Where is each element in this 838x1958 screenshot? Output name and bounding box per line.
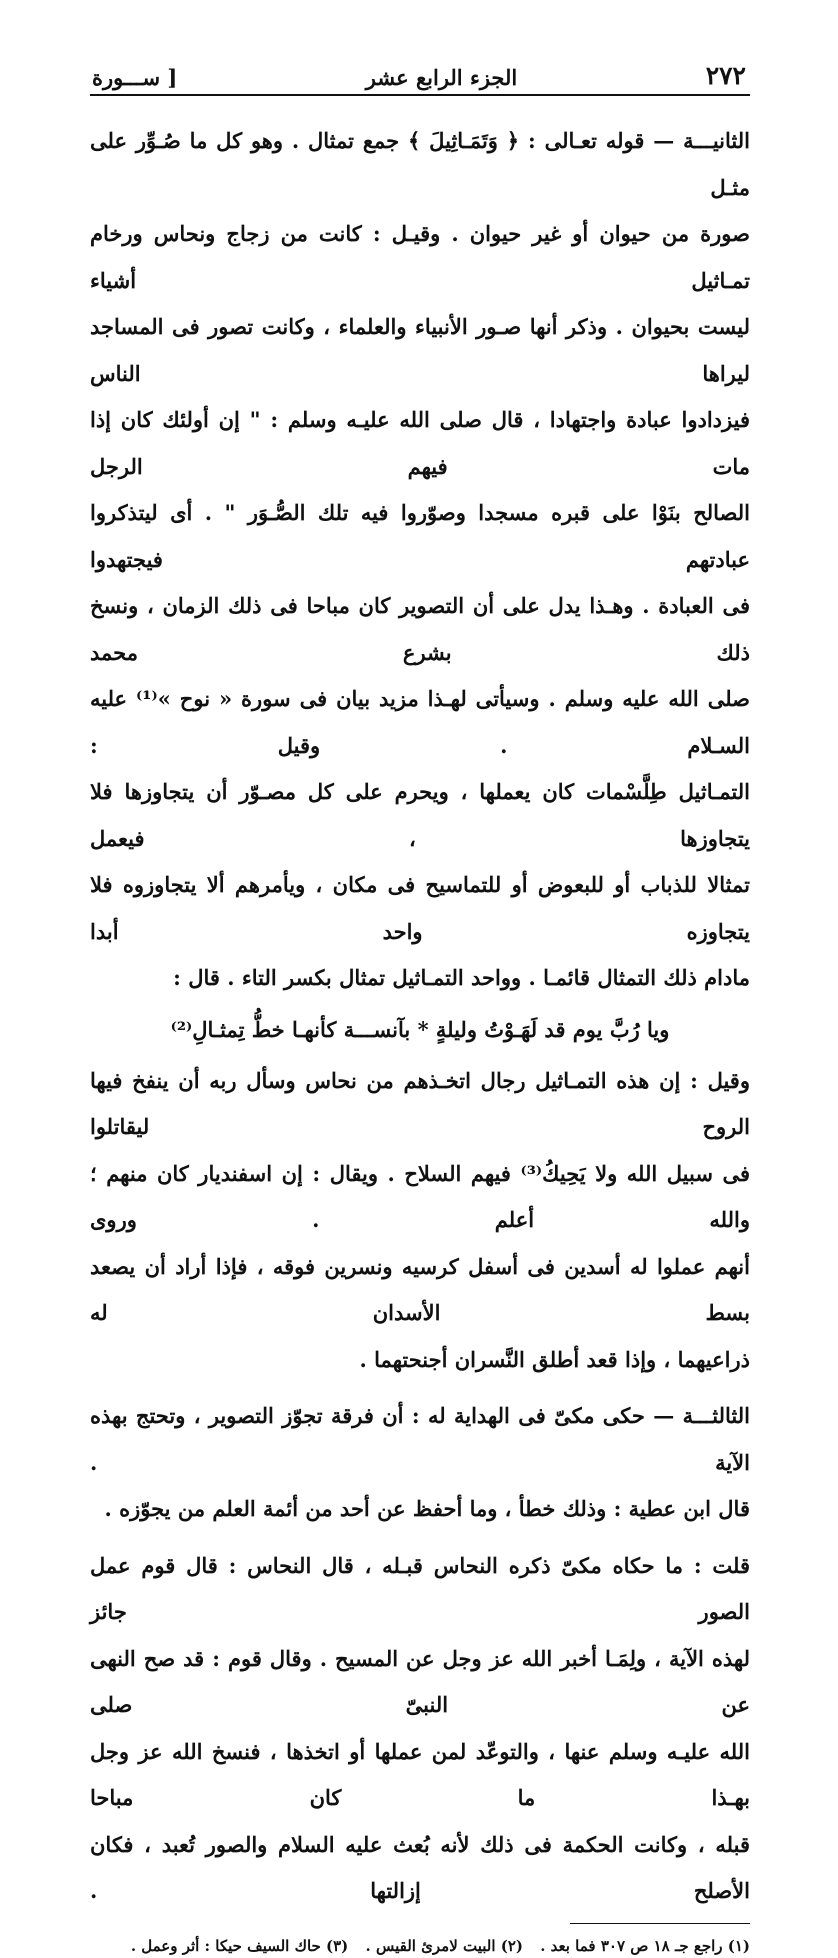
text-line: قلت : ما حكاه مكىّ ذكره النحاس قبـله ، قال النحاس : قال قوم عمل الصور جائز bbox=[90, 1552, 750, 1624]
page-body bbox=[90, 118, 750, 1958]
text-line: أنهم عملوا له أسدين فى أسفل كرسيه ونسرين فوقه ، فإذا أراد أن يصعد بسط الأسدان له bbox=[90, 1253, 750, 1325]
text-line: الثالثـــة — حكى مكىّ فى الهداية له : أن فرقة تجوّز التصوير ، وتحتج بهذه الآية . bbox=[90, 1403, 750, 1475]
page-number: ٢٧٢ bbox=[705, 61, 746, 90]
text-line: الصالح بنَوْا على قبره مسجدا وصوّروا فيه تلك الصُّـوَر " . أى ليتذكروا عبادتهم فيجتهدوا bbox=[90, 500, 750, 572]
text-line: تمثالا للذباب أو للبعوض أو للتماسيح فى مكان ، ويأمرهم ألا يتجاوزوه فلا يتجاوزه واحد أبدا bbox=[90, 872, 750, 944]
footnote-1: (١) راجع جـ ١٨ ص ٣٠٧ فما بعد . bbox=[540, 1936, 750, 1955]
running-header bbox=[90, 44, 750, 90]
text-line: ذراعيهما ، وإذا قعد أطلق النَّسران أجنحتهما . bbox=[359, 1346, 750, 1372]
footnote-3: (٣) حاك السيف حيكا : أثر وعمل . bbox=[130, 1936, 349, 1955]
text-line: فيزدادوا عبادة واجتهادا ، قال صلى الله عليـه وسلم : " إن أولئك كان إذا مات فيهم الرجل bbox=[90, 407, 750, 479]
header-rule bbox=[90, 94, 750, 96]
text-line: لهذه الآية ، ولِمَـا أخبر الله عز وجل عن المسيح . وقال قوم : قد صح النهى عن النبىّ صلى bbox=[90, 1645, 750, 1717]
text-line: صلى الله عليه وسلم . وسيأتى لهـذا مزيد بيان فى سورة « نوح »⁽¹⁾ عليه السـلام . وقيل : bbox=[90, 686, 750, 758]
footnote-rule bbox=[570, 1923, 750, 1924]
paragraph-author-note bbox=[90, 1543, 750, 1915]
footnotes bbox=[90, 1934, 750, 1958]
text-line: وقيل : إن هذه التمـاثيل رجال اتخـذهم من نحاس وسأل ربه أن ينفخ فيها الروح ليقاتلوا bbox=[90, 1067, 750, 1139]
text-line: فى سبيل الله ولا يَحِيكُ⁽³⁾ فيهم السلاح . ويقال : إن اسفنديار كان منهم ؛ والله أعلم . وروى bbox=[90, 1160, 750, 1232]
paragraph-second-issue bbox=[90, 118, 750, 1002]
text-line: الثانيـــة — قوله تعـالى : ﴿ وَتَمَـاثِيلَ ﴾ جمع تمثال . وهو كل ما صُـوِّر على مثـل bbox=[90, 128, 750, 200]
text-line: ليست بحيوان . وذكر أنها صـور الأنبياء والعلماء ، وكانت تصور فى المساجد ليراها الناس bbox=[90, 314, 750, 386]
text-line: فى العبادة . وهـذا يدل على أن التصوير كان مباحا فى ذلك الزمان ، ونسخ ذلك بشرع محمد bbox=[90, 593, 750, 665]
paragraph-statues bbox=[90, 1058, 750, 1384]
sura-label: [ ســـورة bbox=[92, 65, 178, 90]
poetry-verse: ويا رُبَّ يوم قد لَهَـوْتُ وليلةٍ * بآنســـة كأنهـا خطُّ تِمثـالِ⁽²⁾ bbox=[170, 1016, 670, 1042]
footnote-2: (٢) البيت لامرئ القيس . bbox=[365, 1936, 523, 1955]
text-line: مادام ذلك التمثال قائمـا . وواحد التمـاثيل تمثال بكسر التاء . قال : bbox=[173, 965, 750, 990]
text-line: التمـاثيل طِلَّسْمات كان يعملها ، ويحرم على كل مصـوّر أن يتجاوزها فلا يتجاوزها ، فيعمل bbox=[90, 779, 750, 851]
text-line: الله عليـه وسلم عنها ، والتوعّد لمن عملها أو اتخذها ، فنسخ الله عز وجل بهـذا ما كان مباحا bbox=[90, 1738, 750, 1810]
paragraph-third-issue bbox=[90, 1393, 750, 1533]
text-line: صورة من حيوان أو غير حيوان . وقيـل : كانت من زجاج ونحاس ورخام تمـاثيل أشياء bbox=[90, 221, 750, 293]
text-line: قال ابن عطية : وذلك خطأ ، وما أحفظ عن أحد من أئمة العلم من يجوّزه . bbox=[104, 1496, 750, 1521]
text-line: قبله ، وكانت الحكمة فى ذلك لأنه بُعث عليه السلام والصور تُعبد ، فكان الأصلح إزالتها . bbox=[90, 1831, 750, 1903]
part-title: الجزء الرابع عشر bbox=[365, 65, 518, 90]
